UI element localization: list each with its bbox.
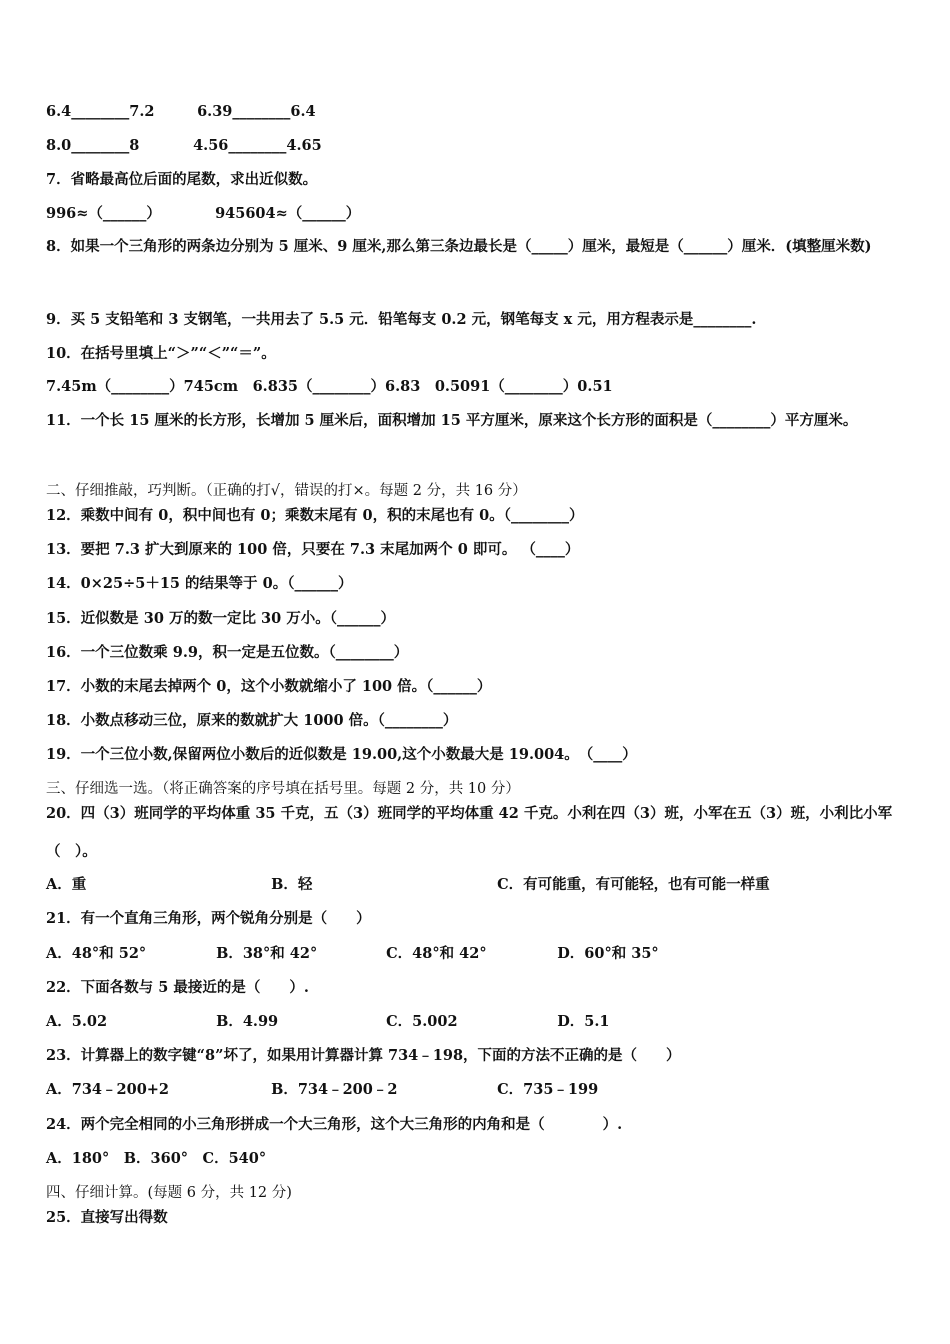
option-b: B．轻 bbox=[271, 876, 313, 893]
question-7: 7．省略最高位后面的尾数，求出近似数。 bbox=[46, 171, 318, 188]
question-13: 13．要把 7.3 扩大到原来的 100 倍，只要在 7.3 末尾加两个 0 即可。 （____） bbox=[46, 541, 580, 558]
question-7-items bbox=[46, 205, 360, 223]
question-14: 14．0×25÷5＋15 的结果等于 0。（______） bbox=[46, 575, 353, 592]
option-c: C．5.002 bbox=[386, 1013, 458, 1030]
option-c: C．有可能重，有可能轻，也有可能一样重 bbox=[497, 876, 770, 893]
option-a: A．734﹣200+2 bbox=[46, 1081, 170, 1098]
question-10: 10．在括号里填上“＞”“＜”“＝”。 bbox=[46, 345, 276, 362]
option-a: A．48°和 52° bbox=[46, 945, 147, 962]
option-d: D．5.1 bbox=[557, 1013, 610, 1030]
question-22-options bbox=[46, 1013, 610, 1031]
question-15: 15．近似数是 30 万的数一定比 30 万小。（______） bbox=[46, 610, 395, 627]
approx-996: 996≈（______） bbox=[46, 205, 161, 222]
option-a: A．重 bbox=[46, 876, 87, 893]
option-b: B．4.99 bbox=[216, 1013, 279, 1030]
section-4-heading: 四、仔细计算。(每题 6 分，共 12 分) bbox=[46, 1185, 292, 1201]
question-12: 12．乘数中间有 0，积中间也有 0；乘数末尾有 0，积的末尾也有 0。（________） bbox=[46, 507, 584, 524]
question-8: 8．如果一个三角形的两条边分别为 5 厘米、9 厘米,那么第三条边最长是（_____）厘米，最短是（______）厘米．(填整厘米数) bbox=[46, 238, 872, 255]
approx-945604: 945604≈（______） bbox=[215, 205, 361, 222]
blank-6-4-vs-7-2: 6.4________7.2 bbox=[46, 103, 155, 120]
section-2-heading: 二、仔细推敲，巧判断。（正确的打√，错误的打×。每题 2 分，共 16 分） bbox=[46, 483, 527, 499]
option-c: C．48°和 42° bbox=[386, 945, 487, 962]
question-21: 21．有一个直角三角形，两个锐角分别是（ ） bbox=[46, 910, 371, 927]
blank-8-0-vs-8: 8.0________8 bbox=[46, 137, 140, 154]
question-22: 22．下面各数与 5 最接近的是（ ）. bbox=[46, 979, 309, 996]
option-a: A．5.02 bbox=[46, 1013, 108, 1030]
option-d: D．60°和 35° bbox=[557, 945, 659, 962]
option-b: B．38°和 42° bbox=[216, 945, 318, 962]
comparison-row-1 bbox=[46, 103, 316, 121]
blank-4-56-vs-4-65: 4.56________4.65 bbox=[193, 137, 322, 154]
question-11: 11．一个长 15 厘米的长方形，长增加 5 厘米后，面积增加 15 平方厘米，原来这个长方形的面积是（________）平方厘米。 bbox=[46, 412, 858, 429]
question-19: 19．一个三位小数,保留两位小数后的近似数是 19.00,这个小数最大是 19.004。 （____） bbox=[46, 746, 637, 763]
question-20-options bbox=[46, 876, 770, 894]
question-23: 23．计算器上的数字键“8”坏了，如果用计算器计算 734﹣198，下面的方法不正确的是（ ） bbox=[46, 1047, 681, 1064]
question-20: 20．四（3）班同学的平均体重 35 千克，五（3）班同学的平均体重 42 千克。小利在四（3）班，小军在五（3）班，小利比小军（ ）。 bbox=[46, 805, 893, 860]
question-16: 16．一个三位数乘 9.9，积一定是五位数。（________） bbox=[46, 644, 409, 661]
question-24-options: A．180° B．360° C．540° bbox=[46, 1150, 267, 1167]
question-17: 17．小数的末尾去掉两个 0，这个小数就缩小了 100 倍。（______） bbox=[46, 678, 492, 695]
question-24: 24．两个完全相同的小三角形拼成一个大三角形，这个大三角形的内角和是（ ）. bbox=[46, 1116, 623, 1133]
option-c: C．735﹣199 bbox=[497, 1081, 599, 1098]
question-23-options bbox=[46, 1081, 598, 1099]
question-10-items: 7.45m（________）745cm 6.835（________）6.83 0.5091（________）0.51 bbox=[46, 378, 613, 395]
section-3-heading: 三、仔细选一选。（将正确答案的序号填在括号里。每题 2 分，共 10 分） bbox=[46, 781, 520, 797]
blank-6-39-vs-6-4: 6.39________6.4 bbox=[197, 103, 316, 120]
comparison-row-2 bbox=[46, 137, 322, 155]
question-9: 9．买 5 支铅笔和 3 支钢笔，一共用去了 5.5 元．铅笔每支 0.2 元，钢笔每支 x 元，用方程表示是________. bbox=[46, 311, 757, 328]
option-b: B．734﹣200﹣2 bbox=[271, 1081, 398, 1098]
question-18: 18．小数点移动三位，原来的数就扩大 1000 倍。（________） bbox=[46, 712, 458, 729]
question-21-options bbox=[46, 945, 659, 963]
question-25: 25．直接写出得数 bbox=[46, 1209, 168, 1226]
